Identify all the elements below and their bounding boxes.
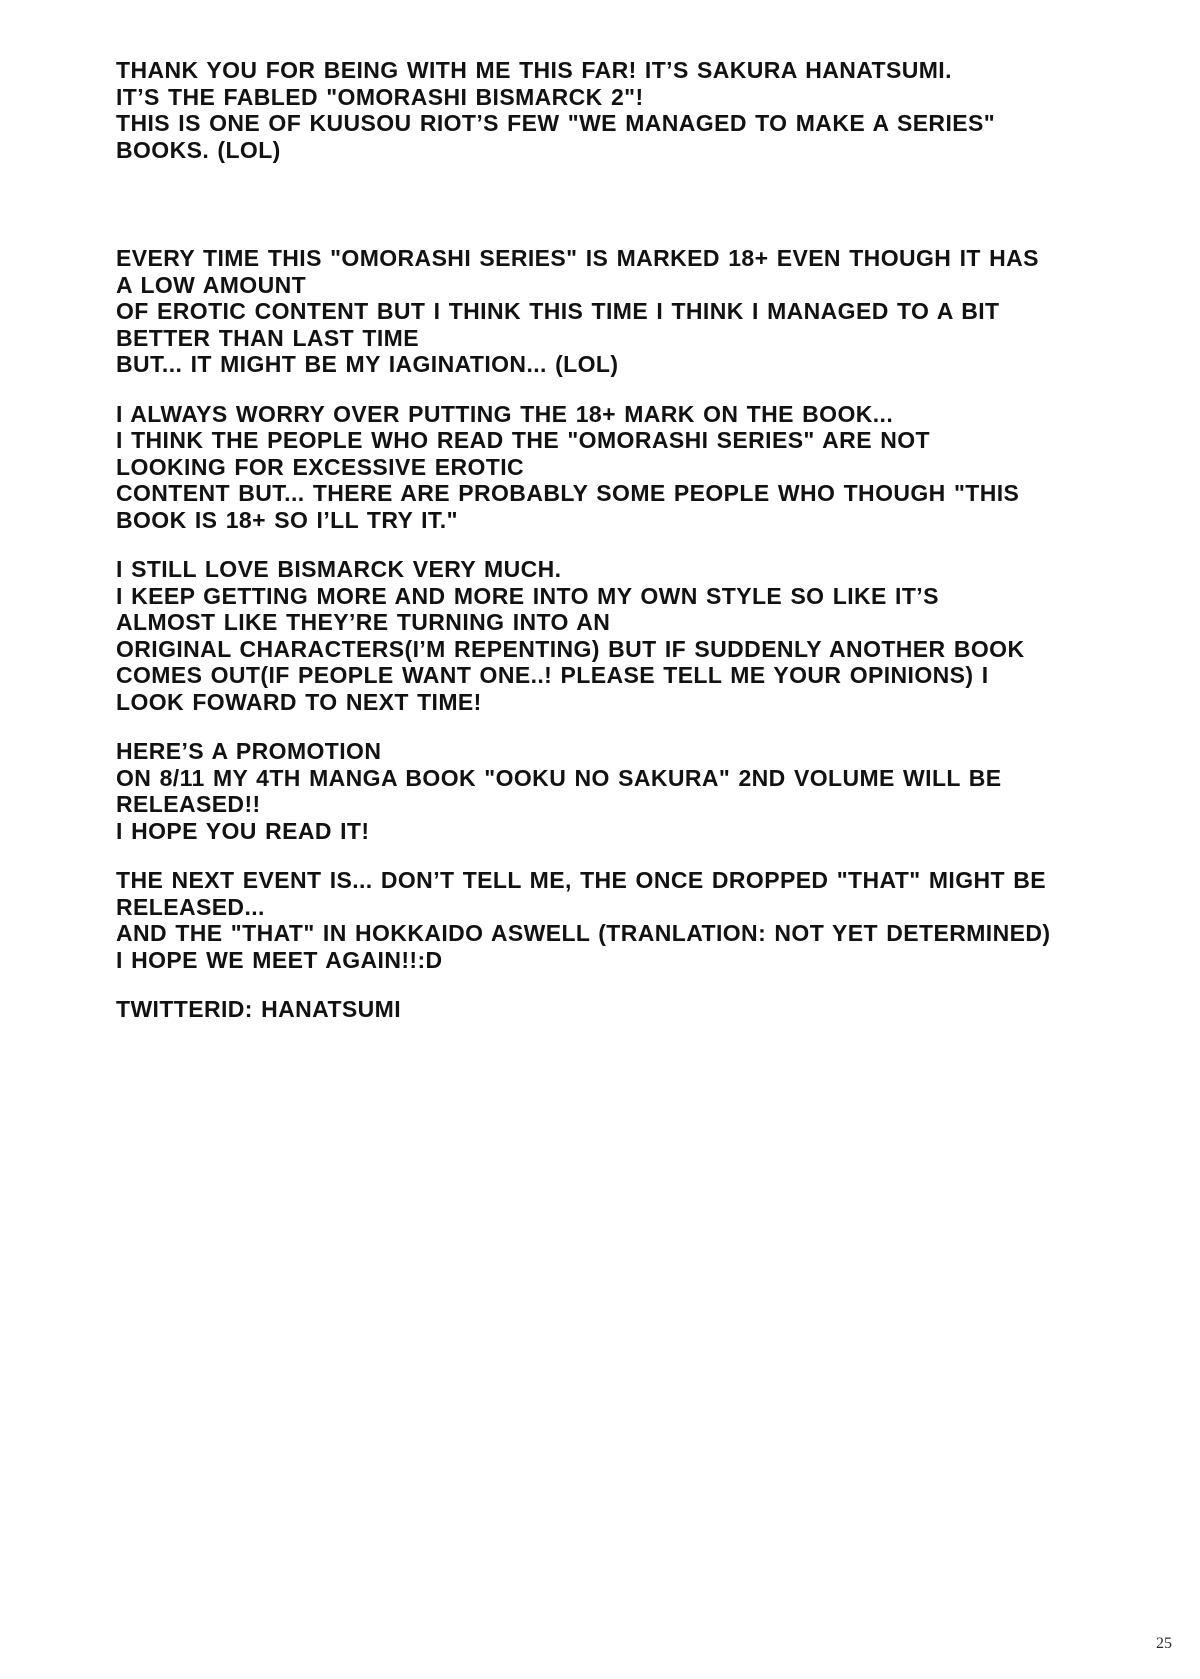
text-line: AND THE "THAT" IN HOKKAIDO ASWELL (TRANLATION: NOT YET DETERMINED) [116,920,1051,946]
text-line: TWITTERID: HANATSUMI [116,996,402,1022]
text-line: A LOW AMOUNT [116,271,307,298]
paragraph [116,738,1130,844]
paragraph [116,556,1130,715]
afterword-text [116,57,1130,1023]
text-line: RELEASED... [116,893,265,920]
text-line: RELEASED!! [116,791,261,817]
text-line: I STILL LOVE BISMARCK VERY MUCH. [116,556,562,582]
paragraph [116,401,1130,534]
text-line: COMES OUT(IF PEOPLE WANT ONE..! PLEASE TELL ME YOUR OPINIONS) I [116,662,989,688]
text-line: ORIGINAL CHARACTERS(I’M REPENTING) BUT IF SUDDENLY ANOTHER BOOK [116,635,1025,662]
paragraph [116,245,1130,378]
text-line: I HOPE YOU READ IT! [116,817,370,844]
text-line: LOOK FOWARD TO NEXT TIME! [116,688,482,715]
text-line: ALMOST LIKE THEY’RE TURNING INTO AN [116,609,611,635]
text-line: THE NEXT EVENT IS... DON’T TELL ME, THE ONCE DROPPED "THAT" MIGHT BE [116,867,1046,893]
text-line: BOOK IS 18+ SO I’LL TRY IT." [116,506,458,533]
text-line: ON 8/11 MY 4TH MANGA BOOK "OOKU NO SAKURA" 2ND VOLUME WILL BE [116,764,1002,791]
text-line: I HOPE WE MEET AGAIN!!:D [116,946,443,973]
paragraph [116,867,1130,973]
text-line: I KEEP GETTING MORE AND MORE INTO MY OWN STYLE SO LIKE IT’S [116,582,939,609]
text-line: I THINK THE PEOPLE WHO READ THE "OMORASHI SERIES" ARE NOT [116,427,930,453]
text-line: EVERY TIME THIS "OMORASHI SERIES" IS MARKED 18+ EVEN THOUGH IT HAS [116,245,1039,271]
text-line: IT’S THE FABLED "OMORASHI BISMARCK 2"! [116,83,644,110]
page-number: 25 [1156,1635,1172,1652]
text-line: I ALWAYS WORRY OVER PUTTING THE 18+ MARK ON THE BOOK... [116,400,894,427]
text-line: HERE’S A PROMOTION [116,738,382,764]
text-line: BUT... IT MIGHT BE MY IAGINATION... (LOL) [116,351,619,377]
text-line: BOOKS. (LOL) [116,136,281,163]
text-line: BETTER THAN LAST TIME [116,324,419,351]
text-line: OF EROTIC CONTENT BUT I THINK THIS TIME I THINK I MANAGED TO A BIT [116,298,1000,324]
paragraph [116,996,1130,1023]
text-line: THANK YOU FOR BEING WITH ME THIS FAR! IT’S SAKURA HANATSUMI. [116,57,952,83]
text-line: CONTENT BUT... THERE ARE PROBABLY SOME PEOPLE WHO THOUGH "THIS [116,480,1020,506]
text-line: LOOKING FOR EXCESSIVE EROTIC [116,453,525,480]
paragraph [116,57,1130,163]
text-line: THIS IS ONE OF KUUSOU RIOT’S FEW "WE MANAGED TO MAKE A SERIES" [116,110,996,136]
